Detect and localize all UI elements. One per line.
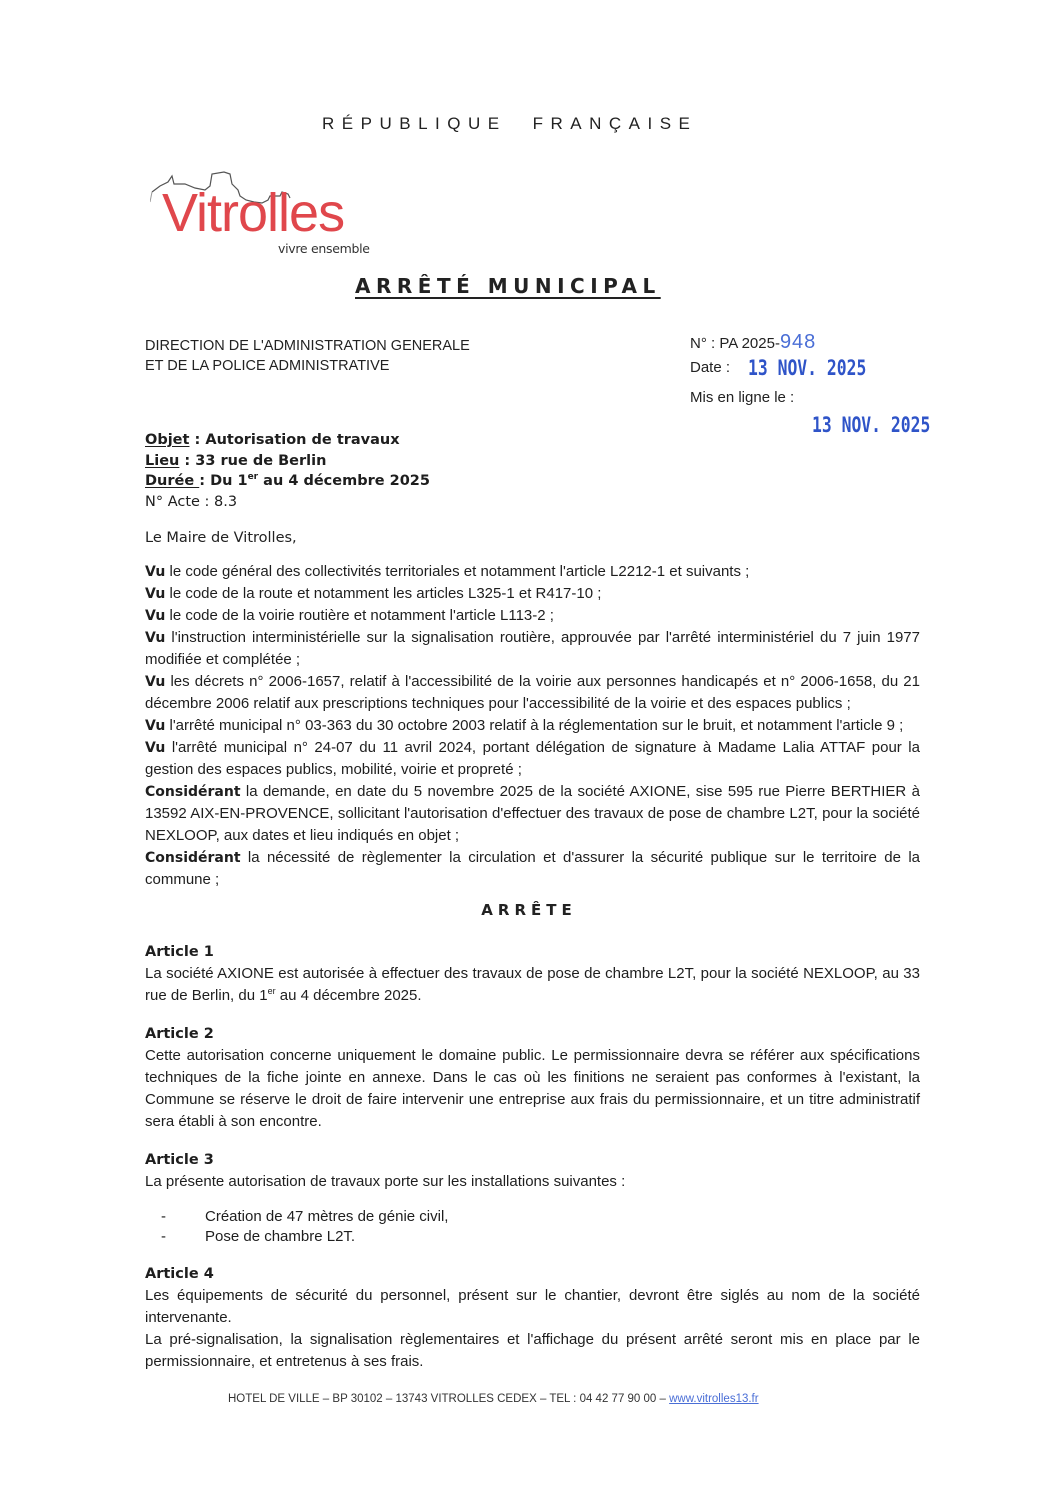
article-3 (145, 1149, 920, 1247)
website-link[interactable]: www.vitrolles13.fr (669, 1393, 759, 1405)
date-line (690, 355, 900, 381)
article-title: Article 4 (145, 1266, 214, 1282)
articles (145, 941, 920, 1389)
visa-lead: Vu (145, 586, 166, 602)
republique-francaise-header (322, 114, 697, 134)
visa-item (145, 583, 920, 605)
article-paragraph: Les équipements de sécurité du personnel, présent sur le chantier, devront être siglés au nom de la société intervenante. (145, 1287, 920, 1326)
reference-label: N° : PA 2025- (690, 335, 780, 352)
visa-text: la nécessité de règlementer la circulation et d'assurer la sécurité publique sur le territoire de la commune ; (145, 849, 920, 888)
online-date-stamp: 13 NOV. 2025 (812, 413, 931, 437)
duree-value-end: au 4 décembre 2025 (258, 473, 430, 489)
visa-text: l'arrêté municipal n° 03-363 du 30 octobre 2003 relatif à la réglementation sur le bruit, et notamment l'article 9 ; (165, 717, 904, 734)
francaise-word: FRANÇAISE (532, 114, 698, 133)
visa-item (145, 561, 920, 583)
duree-line (145, 471, 430, 492)
acte-number: N° Acte : 8.3 (145, 493, 238, 510)
visa-lead: Vu (145, 630, 166, 646)
visa-text: le code général des collectivités territoriales et notamment l'article L2212-1 et suivants ; (165, 563, 750, 580)
visa-lead: Vu (145, 740, 166, 756)
visas-list (145, 561, 920, 891)
vitrolles-logo (150, 168, 400, 264)
list-item (145, 1207, 920, 1227)
arrete-heading: ARRÊTE (481, 901, 577, 919)
duree-superscript: er (247, 472, 259, 483)
article-2 (145, 1023, 920, 1133)
visa-text: l'arrêté municipal n° 24-07 du 11 avril 2024, portant délégation de signature à Madame Lalia ATTAF pour la gestion des espaces publics, mobilité, voirie et propreté ; (145, 739, 920, 778)
footer-contact (228, 1392, 759, 1406)
article-text: Cette autorisation concerne uniquement le domaine public. Le permissionnaire devra se référer aux spécifications techniques de la fiche jointe en annexe. Dans le cas où les finitions ne seraient pas conformes à l'existant, la Commune se réserve le droit de faire intervenir une entreprise aux frais du permissionnaire, et un titre administratif sera établi à son encontre. (145, 1047, 920, 1130)
visa-lead: Vu (145, 564, 166, 580)
reference-number (690, 330, 816, 354)
mayor-line: Le Maire de Vitrolles, (145, 530, 297, 546)
decision-meta (145, 430, 430, 512)
logo-wordmark: Vitrolles (162, 183, 345, 243)
article-text: La présente autorisation de travaux porte sur les installations suivantes : (145, 1173, 626, 1190)
article-4 (145, 1263, 920, 1373)
logo-tagline: vivre ensemble (278, 241, 370, 256)
lieu-value: : 33 rue de Berlin (179, 452, 327, 469)
visa-lead: Considérant (145, 850, 241, 866)
date-label: Date : (690, 359, 731, 376)
duree-value-start: : Du 1 (199, 473, 248, 489)
visa-text: les décrets n° 2006-1657, relatif à l'accessibilité de la voirie aux personnes handicapés et n° 2006-1658, du 21 décembre 2006 relatif aux prescriptions techniques pour l'accessibilité de la voirie et des espaces publics ; (145, 673, 920, 712)
visa-lead: Vu (145, 718, 166, 734)
visa-lead: Considérant (145, 784, 241, 800)
lieu-line (145, 451, 430, 472)
visa-lead: Vu (145, 674, 166, 690)
direction-line-1: DIRECTION DE L'ADMINISTRATION GENERALE (145, 338, 470, 354)
duree-label: Durée (145, 473, 200, 489)
issuing-direction (145, 336, 470, 376)
republique-word: RÉPUBLIQUE (322, 114, 507, 133)
article-1 (145, 941, 920, 1007)
objet-label: Objet (145, 432, 190, 448)
article-title: Article 3 (145, 1152, 214, 1168)
visa-text: le code de la voirie routière et notamment l'article L113-2 ; (165, 607, 554, 624)
installations-list (145, 1207, 920, 1247)
list-item-text: Pose de chambre L2T. (205, 1228, 356, 1245)
bullet-dash-icon: - (161, 1208, 166, 1225)
visa-item (145, 715, 920, 737)
visa-item (145, 737, 920, 781)
lieu-label: Lieu (145, 452, 180, 469)
list-item-text: Création de 47 mètres de génie civil, (205, 1208, 449, 1225)
visa-item (145, 781, 920, 847)
bullet-dash-icon: - (161, 1228, 166, 1245)
article-paragraph: La pré-signalisation, la signalisation règlementaires et l'affichage du présent arrêté seront mis en place par le permissionnaire, et entretenus à ses frais. (145, 1331, 920, 1370)
article-text-end: au 4 décembre 2025. (275, 987, 422, 1004)
document-title: ARRÊTÉ MUNICIPAL (355, 274, 661, 298)
visa-item (145, 605, 920, 627)
online-date-line (812, 412, 964, 438)
objet-value: : Autorisation de travaux (189, 432, 400, 448)
objet-line (145, 430, 430, 451)
reference-handwritten-number: 948 (779, 331, 817, 353)
article-title: Article 1 (145, 944, 214, 960)
article-text-start: La société AXIONE est autorisée à effectuer des travaux de pose de chambre L2T, pour la société NEXLOOP, au 33 rue de Berlin, du 1 (145, 965, 920, 1004)
list-item (145, 1227, 920, 1247)
article-superscript: er (267, 986, 276, 996)
visa-item (145, 671, 920, 715)
visa-text: l'instruction interministérielle sur la signalisation routière, approuvée par l'arrêté interministériel du 7 juin 1977 modifiée et complétée ; (145, 629, 920, 668)
footer-address: HOTEL DE VILLE – BP 30102 – 13743 VITROLLES CEDEX – TEL : 04 42 77 90 00 – (228, 1393, 670, 1405)
date-stamp: 13 NOV. 2025 (748, 356, 867, 380)
visa-item (145, 627, 920, 671)
visa-text: le code de la route et notamment les articles L325-1 et R417-10 ; (165, 585, 602, 602)
online-label: Mis en ligne le : (690, 389, 795, 406)
direction-line-2: ET DE LA POLICE ADMINISTRATIVE (145, 358, 390, 374)
article-text (145, 963, 920, 1007)
visa-item (145, 847, 920, 891)
article-title: Article 2 (145, 1026, 214, 1042)
visa-text: la demande, en date du 5 novembre 2025 de la société AXIONE, sise 595 rue Pierre BERTHIER à 13592 AIX-EN-PROVENCE, sollicitant l'autorisation d'effectuer des travaux de pose de chambre L2T, pour la société NEXLOOP, aux dates et lieu indiqués en objet ; (145, 783, 920, 844)
visa-lead: Vu (145, 608, 166, 624)
